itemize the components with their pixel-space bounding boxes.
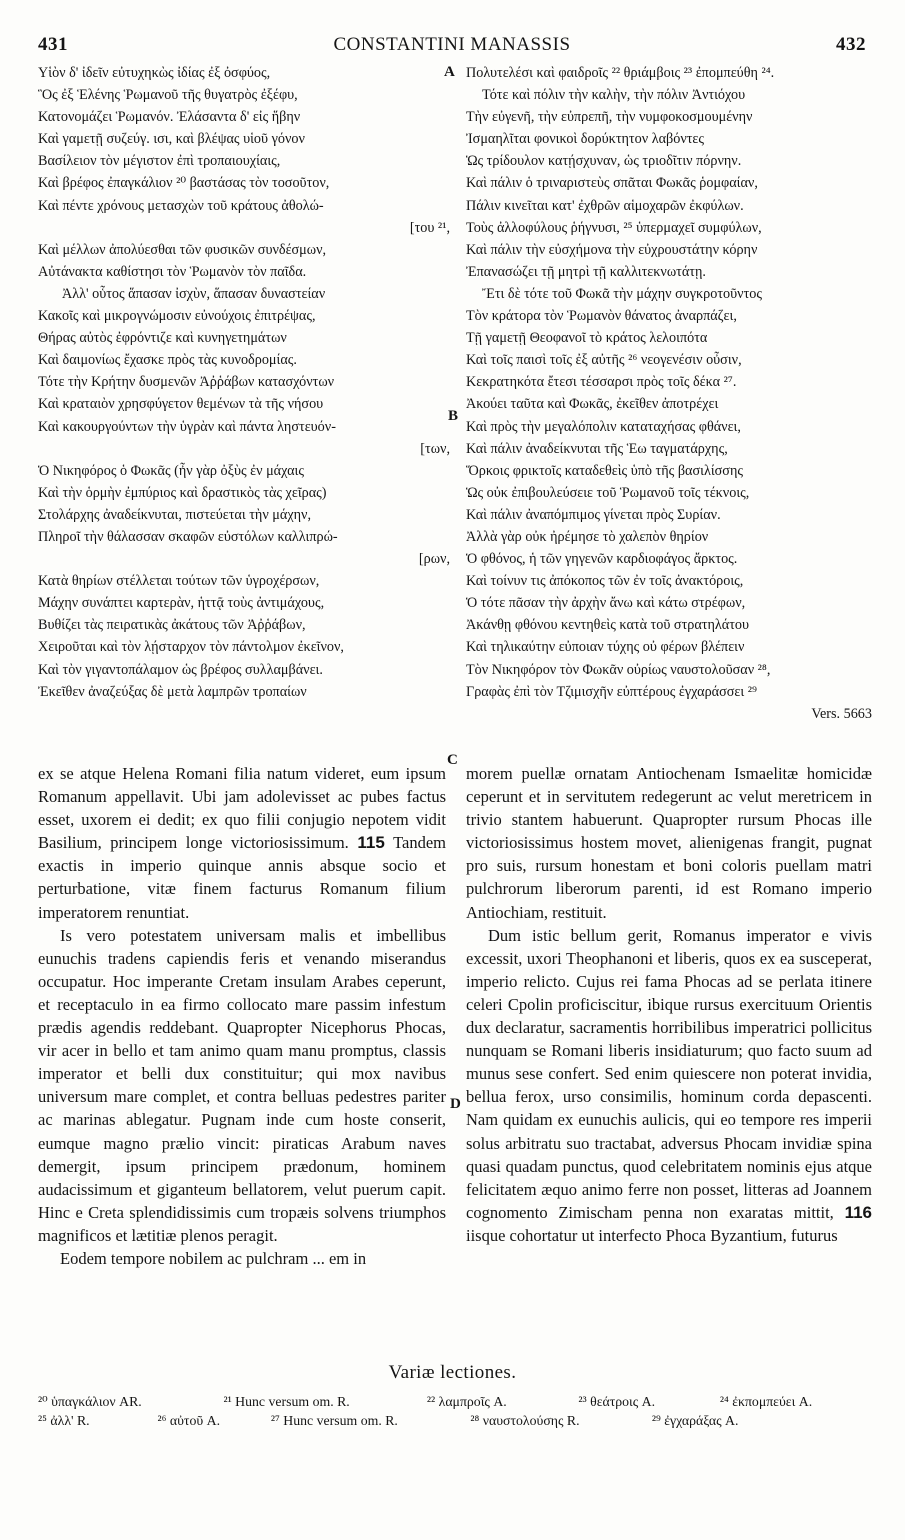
section-number: 115 — [357, 833, 385, 853]
page-number-right: 432 — [836, 34, 866, 55]
verse-line: Καὶ μέλλων ἀπολύεσθαι τῶν φυσικῶν συνδέσμων, — [38, 241, 327, 258]
verse-line: Καὶ πάλιν ὁ τριναριστεὺς σπᾶται Φωκᾶς ῥομφαίαν, — [466, 175, 758, 192]
section-number: 116 — [844, 1202, 872, 1222]
verse-line: Πολυτελέσι καὶ φαιδροῖς ²² θριάμβοις ²³ ἐπομπεύθη ²⁴. — [466, 65, 775, 81]
verse-line: Ἐπανασώζει τῇ μητρὶ τῇ καλλιτεκνωτάτῃ. — [466, 263, 706, 280]
verse-line: Καὶ τηλικαύτην εὐποιαν τύχης οὐ φέρων βλέπειν — [466, 639, 745, 656]
verse-line: Ἀκάνθῃ φθόνου κεντηθεὶς κατὰ τοῦ στρατηλάτου — [466, 617, 750, 634]
verse-line: Ἰσμαηλῖται φονικοὶ δορύκτητον λαβόντες — [466, 131, 705, 148]
verse-line: Μάχην συνάπτει καρτερὰν, ἡττᾷ τοὺς ἀντιμάχους, — [38, 595, 325, 612]
variant-reading: ²¹ Hunc versum om. R. — [223, 1394, 350, 1409]
verse-count: Vers. 5663 — [811, 705, 872, 722]
verse-continuation: [των, — [420, 440, 450, 457]
verse-line: Τοὺς ἀλλοφύλους ῥήγνυσι, ²⁵ ὑπερμαχεῖ συμφύλων, — [466, 219, 762, 236]
verse-line: Ὁ Νικηφόρος ὁ Φωκᾶς (ἦν γὰρ ὀξὺς ἐν μάχαις — [38, 462, 304, 479]
latin-paragraph — [38, 762, 446, 924]
verse-line: Βασίλειον τὸν μέγιστον ἐπὶ τροπαιουχίαις, — [38, 153, 281, 170]
verse-line: Κατονομάζει Ῥωμανόν. Ἐλάσαντα δ' εἰς ἥβην — [38, 109, 301, 126]
verse-line: Ἀλλὰ γὰρ οὐκ ἠρέμησε τὸ χαλεπὸν θηρίον — [466, 528, 709, 545]
variant-reading: ²⁶ αὐτοῦ A. — [157, 1413, 221, 1428]
margin-mark-d: D — [450, 1096, 461, 1112]
latin-translation-left-column — [38, 762, 446, 1270]
verse-continuation: [ρων, — [418, 551, 450, 568]
margin-mark-b: B — [448, 408, 459, 424]
latin-text: Dum istic bellum gerit, Romanus imperator e vivis excessit, uxori Theophanoni et liberis, quos ex ea susceperat, imperio relicto. Cujus rei fama Phocas ad se perlata itinere celeri Cpolin proficiscitur, ibique rursus exercituum Orientis dux declaratur, sacramentis horribilibus imperatrici pollicitus nunquam se Romani liberis insidiaturum; quo facto suum ad munus sese confert. Sed enim quiescere non poterat invidia, bellua ferox, urso consimilis, hominum corda depascenti. Nam quidam ex eunuchis aulicis, qui eo tempore res imperii solus arbitratu suo tractabat, adversus Phocam invidiæ spina quasi quadam punctus, quod celebritatem nominis ejus atque felicitatem æquo animo ferre non posset, litteras ad Joannem cognomento Zimischam penna non exaratas mittit, — [466, 925, 872, 1222]
latin-paragraph — [466, 924, 872, 1247]
variant-reading: ²⁸ ναυστολούσης R. — [470, 1413, 580, 1428]
margin-mark-c: C — [447, 752, 458, 768]
margin-mark-a: A — [444, 64, 455, 80]
verse-line: Ὃς ἐξ Ἑλένης Ῥωμανοῦ τῆς θυγατρὸς ἐξέφυ, — [38, 87, 298, 104]
verse-line: Ὁ τότε πᾶσαν τὴν ἀρχὴν ἄνω καὶ κάτω στρέφων, — [466, 595, 746, 612]
verse-line: Καὶ δαιμονίως ἔχασκε πρὸς τὰς κυνοδρομίας. — [38, 352, 297, 369]
variant-reading: ²³ θεάτροις A. — [578, 1394, 656, 1409]
verse-line: Στολάρχης ἀναδείκνυται, πιστεύεται τὴν μάχην, — [38, 506, 312, 523]
verse-line: Ὅρκοις φρικτοῖς καταδεθεὶς ὑπὸ τῆς βασιλίσσης — [466, 462, 743, 479]
variant-reading: ²² λαμπροῖς A. — [426, 1394, 507, 1409]
latin-text: Tandem exactis in imperio quinque annis absque socio et perturbatione, vitæ finem facturus Romanum filium imperatorem renuntiat. — [38, 833, 447, 922]
verse-line: Καὶ κακουργούντων τὴν ὑγρὰν καὶ πάντα ληστευόν- — [38, 418, 336, 435]
verse-continuation: [του ²¹, — [409, 219, 450, 236]
variae-line — [38, 1394, 873, 1410]
verse-line: Κατὰ θηρίων στέλλεται τούτων τῶν ὑγροχέρσων, — [38, 573, 320, 590]
verse-line: Τὸν Νικηφόρον τὸν Φωκᾶν οὐρίως ναυστολοῦσαν ²⁸, — [466, 661, 771, 678]
running-title: CONSTANTINI MANASSIS — [333, 34, 571, 55]
verse-line: Ὡς τρίδουλον κατῄσχυναν, ὡς τριοδῖτιν πόρνην. — [466, 153, 742, 170]
variae-line — [38, 1413, 873, 1429]
verse-line: Ὡς οὐκ ἐπιβουλεύσειε τοῦ Ῥωμανοῦ τοῖς τέκνοις, — [466, 484, 750, 501]
latin-text: ex se atque Helena Romani filia natum videret, eum ipsum Romanum appellavit. Ubi jam adolevisset ac pubes factus esset, uxorem ei dedit; ex quo filii conjugio nepotem vidit Basilium, principem longe victoriosissimum. — [38, 764, 446, 853]
variant-reading: ²⁹ ἐγχαράξας A. — [651, 1413, 739, 1428]
verse-line: Τότε καὶ πόλιν τὴν καλὴν, τὴν πόλιν Ἀντιόχου — [482, 87, 746, 104]
verse-line: Πληροῖ τὴν θάλασσαν σκαφῶν εὐστόλων καλλιπρώ- — [38, 528, 338, 545]
greek-verse-left-column — [38, 62, 459, 703]
latin-paragraph: Is vero potestatem universam malis et imbellibus eunuchis tradens capiendis feris et venando miserandus occupatur. Hoc imperante Cretam insulam Arabes ceperunt, et receptaculo in ea firmo collocato mare passim infestum prædis agendis reddebant. Quapropter Nicephorus Phocas, vir acer in bello et tam animo quam manu promptus, classis imperator et belli dux constituitur; qui mox navibus universum mare complet, et contra belluas pedestres pariter ac marinas ablegatur. Pugnam inde cum hoste conserit, eumque magno prælio vincit: piraticas Arabum naves demergit, ipsum principem prædonum, hominem audacissimum et giganteum bellatorem, velut puerum capit. Hinc e Creta splendidissimis cum tropæis solvens triumphos magnificos et lætitiæ plenos peragit. — [38, 925, 446, 1245]
verse-line: Καὶ πάλιν ἀναπόμπιμος γίνεται πρὸς Συρίαν. — [466, 506, 721, 523]
verse-line: Καὶ γαμετῇ συζεύγ. ισι, καὶ βλέψας υἱοῦ γόνον — [38, 131, 305, 148]
latin-text: iisque cohortatur ut interfecto Phoca Byzantium, futurus — [466, 1225, 838, 1245]
verse-line: Βυθίζει τὰς πειρατικὰς ἀκάτους τῶν Ἀῤῥάβων, — [38, 617, 306, 634]
verse-line: Καὶ τὸν γιγαντοπάλαμον ὡς βρέφος συλλαμβάνει. — [38, 661, 323, 678]
variant-reading: ²⁰ ὑπαγκάλιον AR. — [38, 1394, 142, 1409]
verse-line: Ὁ φθόνος, ἡ τῶν γηγενῶν καρδιοφάγος ἄρκτος. — [466, 551, 738, 568]
page-header — [38, 34, 866, 60]
variant-reading: ²⁵ ἀλλ' R. — [38, 1413, 90, 1428]
verse-line: Τότε τὴν Κρήτην δυσμενῶν Ἀῤῥάβων κατασχόντων — [38, 374, 335, 391]
variant-reading: ²⁷ Hunc versum om. R. — [270, 1413, 398, 1428]
latin-translation-right-column — [466, 762, 872, 1247]
latin-paragraph: Eodem tempore nobilem ac pulchram ... em in — [60, 1248, 367, 1268]
variae-lectiones-title: Variæ lectiones. — [388, 1362, 517, 1383]
verse-line: Τὸν κράτορα τὸν Ῥωμανὸν θάνατος ἀναρπάζει, — [466, 308, 737, 325]
verse-line: Υἱὸν δ' ἰδεῖν εὐτυχηκὼς ἰδίας ἐξ ὀσφύος, — [38, 65, 271, 81]
verse-line: Ἐκεῖθεν ἀναζεύξας δὲ μετὰ λαμπρῶν τροπαίων — [38, 683, 307, 700]
verse-line: Καὶ τὴν ὁρμὴν ἐμπύριος καὶ δραστικὸς τὰς χεῖρας) — [38, 484, 327, 501]
verse-line: Τῇ γαμετῇ Θεοφανοῖ τὸ κράτος λελοιπότα — [466, 330, 708, 347]
verse-line: Καὶ τοῖς παισὶ τοῖς ἐξ αὐτῆς ²⁶ νεογενέσιν οὖσιν, — [466, 352, 742, 369]
verse-line: Καὶ πάλιν ἀναδείκνυται τῆς Ἑω ταγματάρχης, — [466, 440, 728, 457]
verse-line: Γραφὰς ἐπὶ τὸν Τζιμισχῆν εὐπτέρους ἐγχαράσσει ²⁹ — [466, 683, 757, 700]
verse-line: Κακοῖς καὶ μικρογνώμοσιν εὐνούχοις ἐπιτρέψας, — [38, 308, 316, 325]
variant-reading: ²⁴ ἐκπομπεύει A. — [719, 1394, 813, 1409]
verse-line: Καὶ κραταιὸν χρησφύγετον θεμένων τὰ τῆς νήσου — [38, 396, 324, 413]
verse-line: Καὶ βρέφος ἐπαγκάλιον ²⁰ βαστάσας τὸν τοσοῦτον, — [38, 175, 330, 192]
verse-line: Καὶ τοίνυν τις ἀπόκοπος τῶν ἐν τοῖς ἀνακτόροις, — [466, 573, 744, 590]
latin-paragraph: morem puellæ ornatam Antiochenam Ismaelitæ homicidæ ceperunt et in servitutem redegerunt ac velut meretricem in trivio stantem habuerunt. Quapropter rursum Phocas ille victoriosissimus hostem movet, alienigenas frangit, pugnat pro suis, rursum honestam et boni coloris puellam matri pulchrorum liberorum parenti, id est Romano imperio Antiochiam, restituit. — [466, 764, 872, 922]
verse-line: Χειροῦται καὶ τὸν λῄσταρχον τὸν πάντολμον ἐκεῖνον, — [38, 639, 344, 656]
verse-line: Καὶ πρὸς τὴν μεγαλόπολιν καταταχήσας φθάνει, — [466, 418, 741, 435]
verse-line: Καὶ πέντε χρόνους μετασχὼν τοῦ κράτους ἀθολώ- — [38, 197, 324, 214]
verse-line: Θήρας αὐτὸς ἐφρόντιζε καὶ κυνηγετημάτων — [38, 330, 287, 347]
verse-line: Ἀκούει ταῦτα καὶ Φωκᾶς, ἐκεῖθεν ἀποτρέχει — [466, 396, 719, 413]
verse-line: Ἀλλ' οὗτος ἅπασαν ἰσχὺν, ἅπασαν δυναστείαν — [62, 285, 326, 302]
verse-line: Καὶ πάλιν τὴν εὐσχήμονα τὴν εὐχρουστάτην κόρην — [466, 241, 758, 258]
verse-line: Ἔτι δὲ τότε τοῦ Φωκᾶ τὴν μάχην συγκροτοῦντος — [482, 285, 763, 302]
verse-line: Κεκρατηκότα ἔτεσι τέσσαρσι πρὸς τοῖς δέκα ²⁷. — [466, 374, 737, 391]
page-number-left: 431 — [38, 34, 68, 55]
verse-line: Τὴν εὐγενῆ, τὴν εὐπρεπῆ, τὴν νυμφοκοσμουμένην — [466, 109, 753, 126]
greek-verse-right-column — [466, 62, 872, 725]
verse-line: Αὐτάνακτα καθίστησι τὸν Ῥωμανὸν τὸν παῖδα. — [38, 263, 307, 280]
verse-line: Πάλιν κινεῖται κατ' ἐχθρῶν αἱμοχαρῶν ἐκφύλων. — [466, 197, 744, 214]
